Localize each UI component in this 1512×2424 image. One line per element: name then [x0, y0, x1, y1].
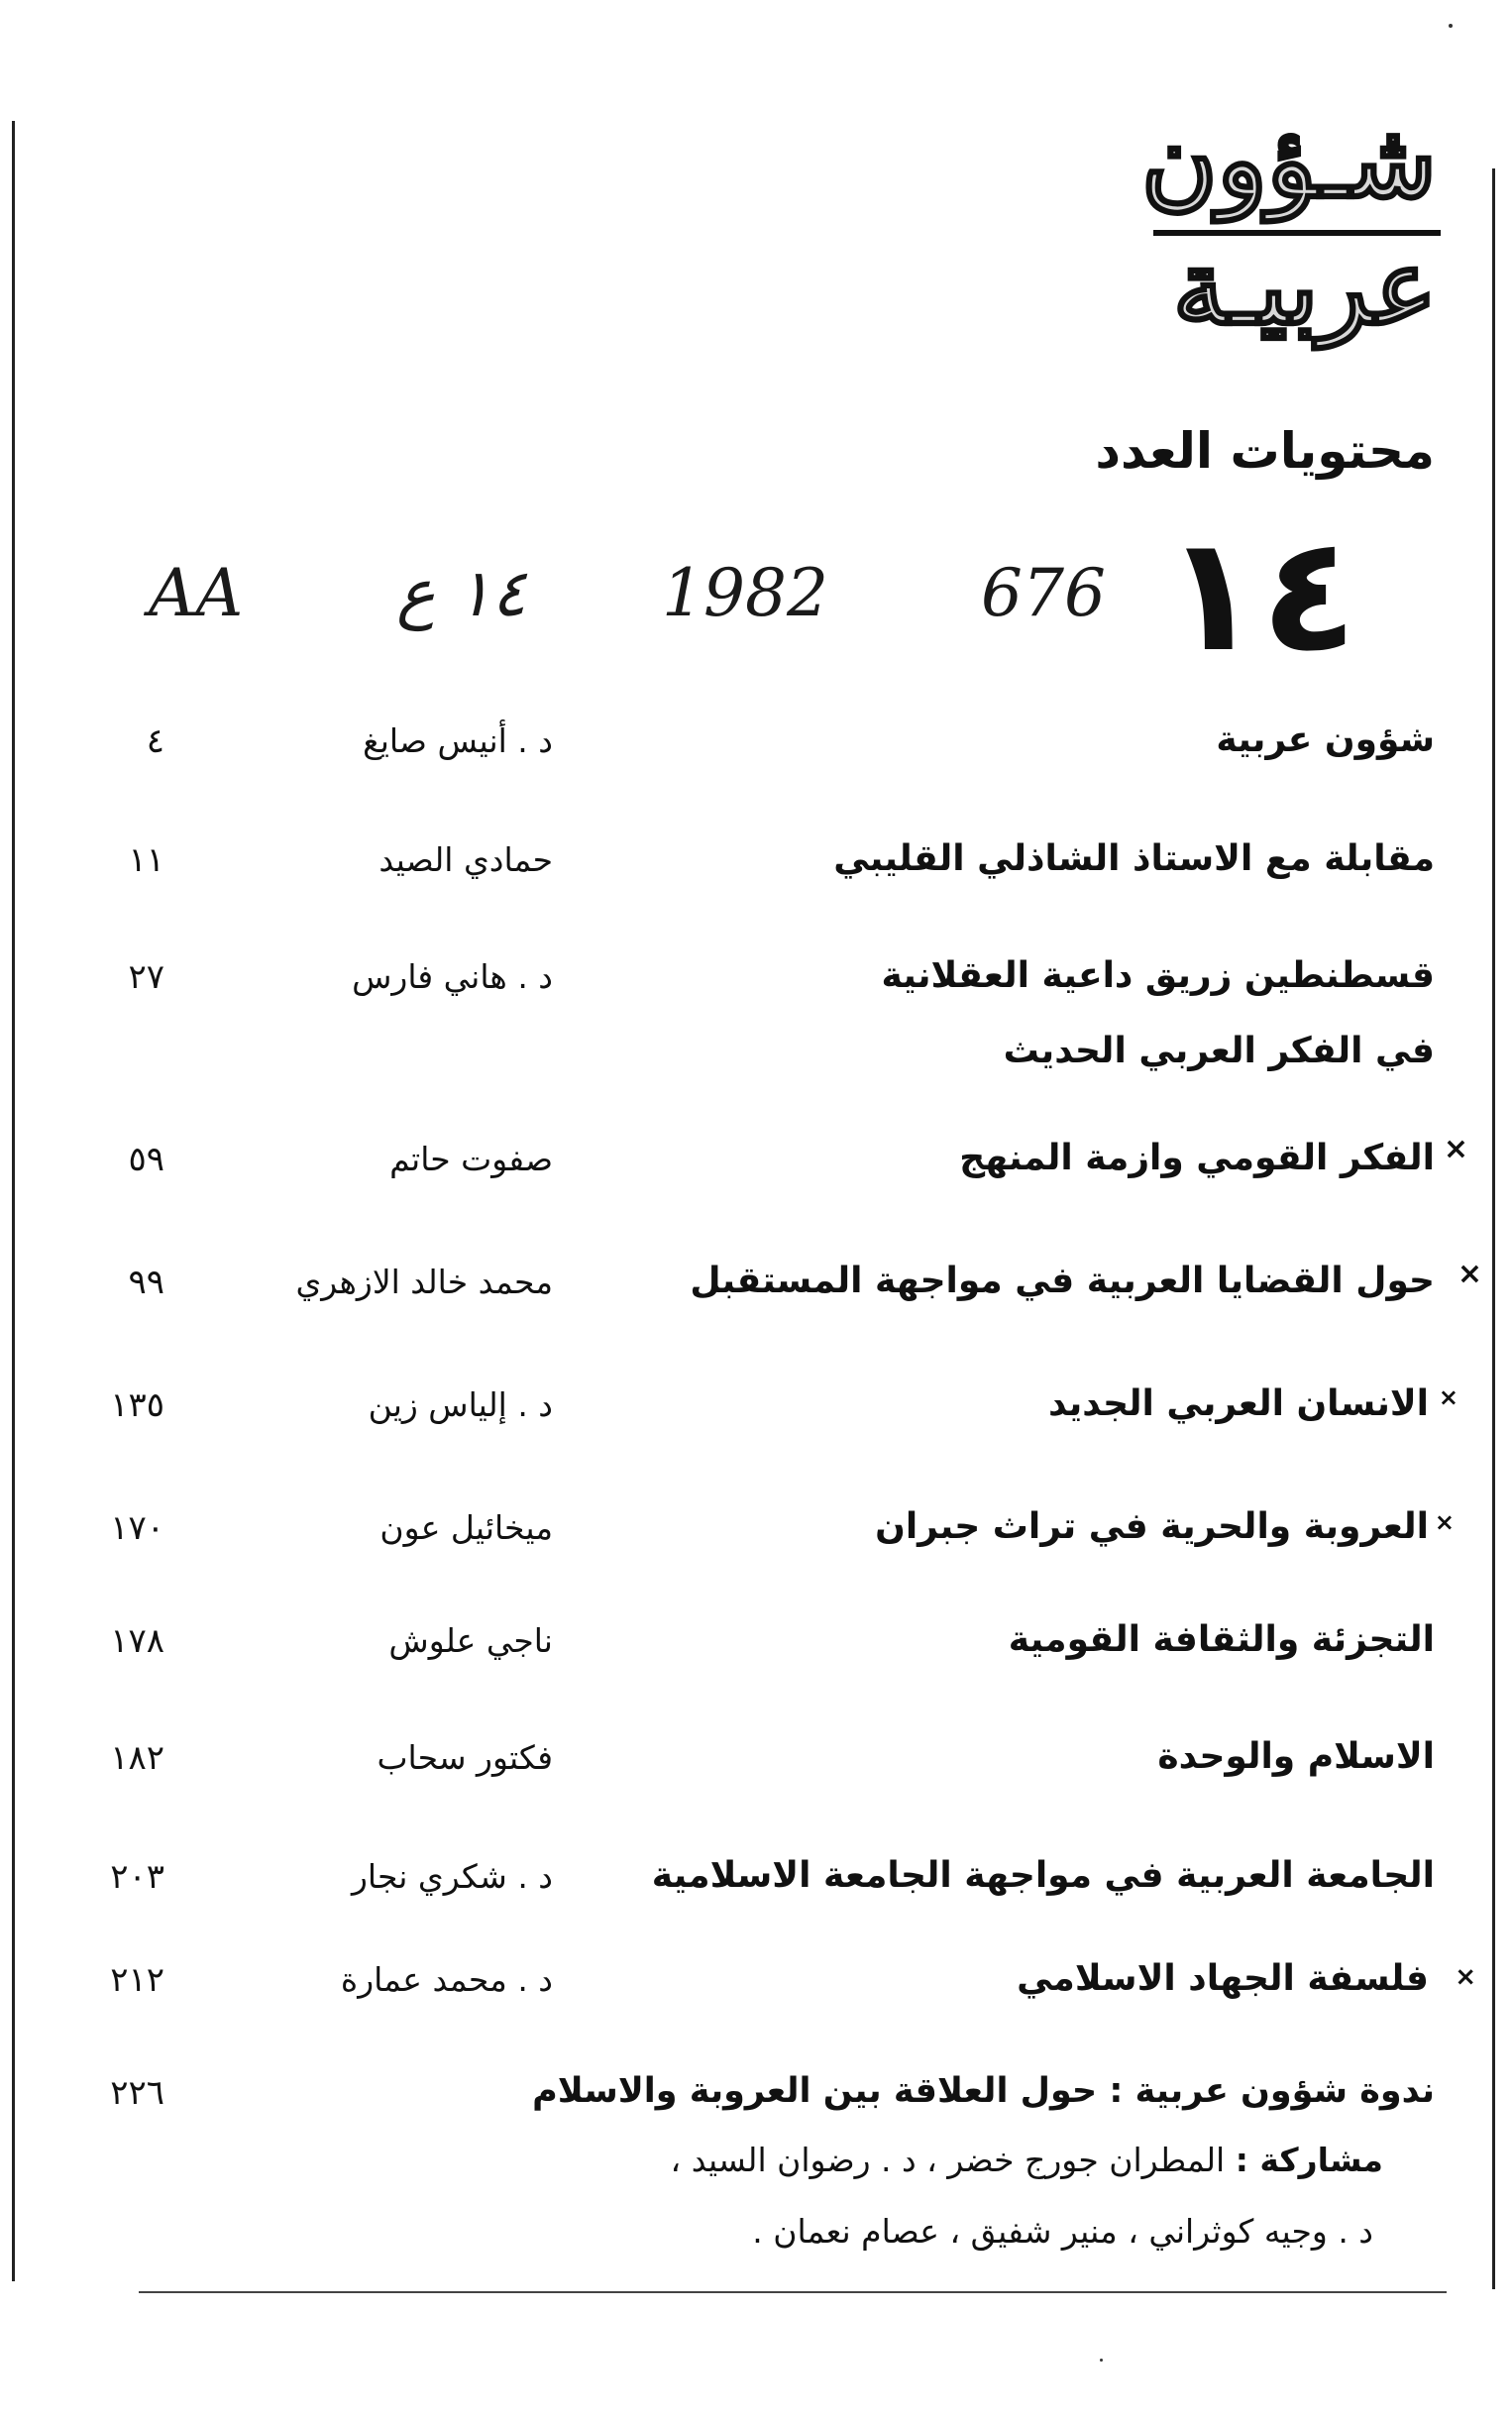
toc-page: ١٣٥ [110, 1385, 164, 1425]
toc-title: الفكر القومي وازمة المنهج [959, 1138, 1435, 1178]
scan-speck [1100, 2359, 1103, 2362]
handwritten-x-mark: × [1443, 1132, 1468, 1166]
toc-page: ٢٠٣ [110, 1857, 164, 1897]
toc-author: محمد خالد الازهري [295, 1263, 553, 1301]
handwritten-x-mark: × [1455, 1962, 1476, 1992]
toc-title: قسطنطين زريق داعية العقلانية [881, 955, 1435, 996]
issue-number-block [1163, 501, 1357, 704]
toc-author: صفوت حاتم [389, 1140, 553, 1178]
left-margin-rule [12, 121, 15, 2281]
toc-title: العروبة والحرية في تراث جبران [875, 1506, 1429, 1547]
toc-page: ٢١٢ [110, 1960, 164, 2000]
toc-title: حول القضايا العربية في مواجهة المستقبل [690, 1261, 1435, 1301]
logo-line-1: شـؤون [1141, 99, 1437, 221]
symposium-title: ندوة شؤون عربية : حول العلاقة بين العروبة والاسلام [532, 2071, 1435, 2111]
issue-number: ١٤ [1163, 501, 1357, 687]
handwritten-x-mark: × [1438, 1383, 1458, 1411]
toc-title: شؤون عربية [1216, 719, 1435, 760]
toc-page: ٩٩ [128, 1263, 164, 1302]
toc-author: د . شكري نجار [351, 1857, 553, 1896]
toc-author: د . أنيس صايغ [363, 721, 553, 760]
toc-page: ١٧٠ [110, 1508, 164, 1548]
handwritten-note-3: 1982 [662, 555, 828, 631]
toc-title: الاسلام والوحدة [1157, 1736, 1435, 1777]
toc-author: ميخائيل عون [379, 1508, 553, 1547]
bottom-rule [139, 2291, 1447, 2293]
toc-title: الجامعة العربية في مواجهة الجامعة الاسلامية [651, 1855, 1435, 1896]
participants-names-1: المطران جورج خضر ، د . رضوان السيد ، [670, 2141, 1226, 2179]
toc-title: الانسان العربي الجديد [1047, 1383, 1429, 1424]
handwritten-note-4: 676 [981, 555, 1106, 631]
logo-line-2: عربيـة [1173, 226, 1437, 348]
toc-title: مقابلة مع الاستاذ الشاذلي القليبي [833, 838, 1435, 879]
toc-page: ٢٢٦ [110, 2073, 164, 2113]
toc-page: ١٨٢ [110, 1738, 164, 1778]
toc-author: د . إلياس زين [368, 1385, 553, 1424]
toc-title: التجزئة والثقافة القومية [1008, 1619, 1435, 1660]
toc-author: د . هاني فارس [352, 957, 553, 996]
toc-author: د . محمد عمارة [340, 1960, 553, 1999]
toc-page: ١٧٨ [110, 1621, 164, 1661]
handwritten-note-2: ١٤ ع [396, 555, 527, 631]
toc-author: ناجي علوش [388, 1621, 553, 1660]
symposium-participants-line-2: د . وجيه كوثراني ، منير شفيق ، عصام نعمان . [752, 2212, 1373, 2251]
symposium-participants-line-1 [671, 2141, 1383, 2179]
toc-page: ٢٧ [128, 957, 164, 997]
toc-page: ٤ [146, 721, 164, 761]
toc-page: ١١ [128, 840, 164, 880]
right-margin-rule [1492, 168, 1495, 2289]
toc-page: ٥٩ [128, 1140, 164, 1179]
toc-title-continued: في الفكر العربي الحديث [1003, 1031, 1435, 1071]
handwritten-x-mark: × [1457, 1257, 1482, 1291]
handwritten-note-1: AA [149, 555, 244, 631]
toc-title: فلسفة الجهاد الاسلامي [1017, 1958, 1429, 1999]
journal-logo [1130, 99, 1447, 367]
participants-label: مشاركة : [1235, 2141, 1383, 2179]
scan-speck [1449, 24, 1453, 28]
contents-title: محتويات العدد [1095, 422, 1435, 480]
toc-author: حمادي الصيد [378, 840, 553, 879]
handwritten-x-mark: × [1434, 1508, 1455, 1536]
toc-author: فكتور سحاب [377, 1738, 553, 1777]
